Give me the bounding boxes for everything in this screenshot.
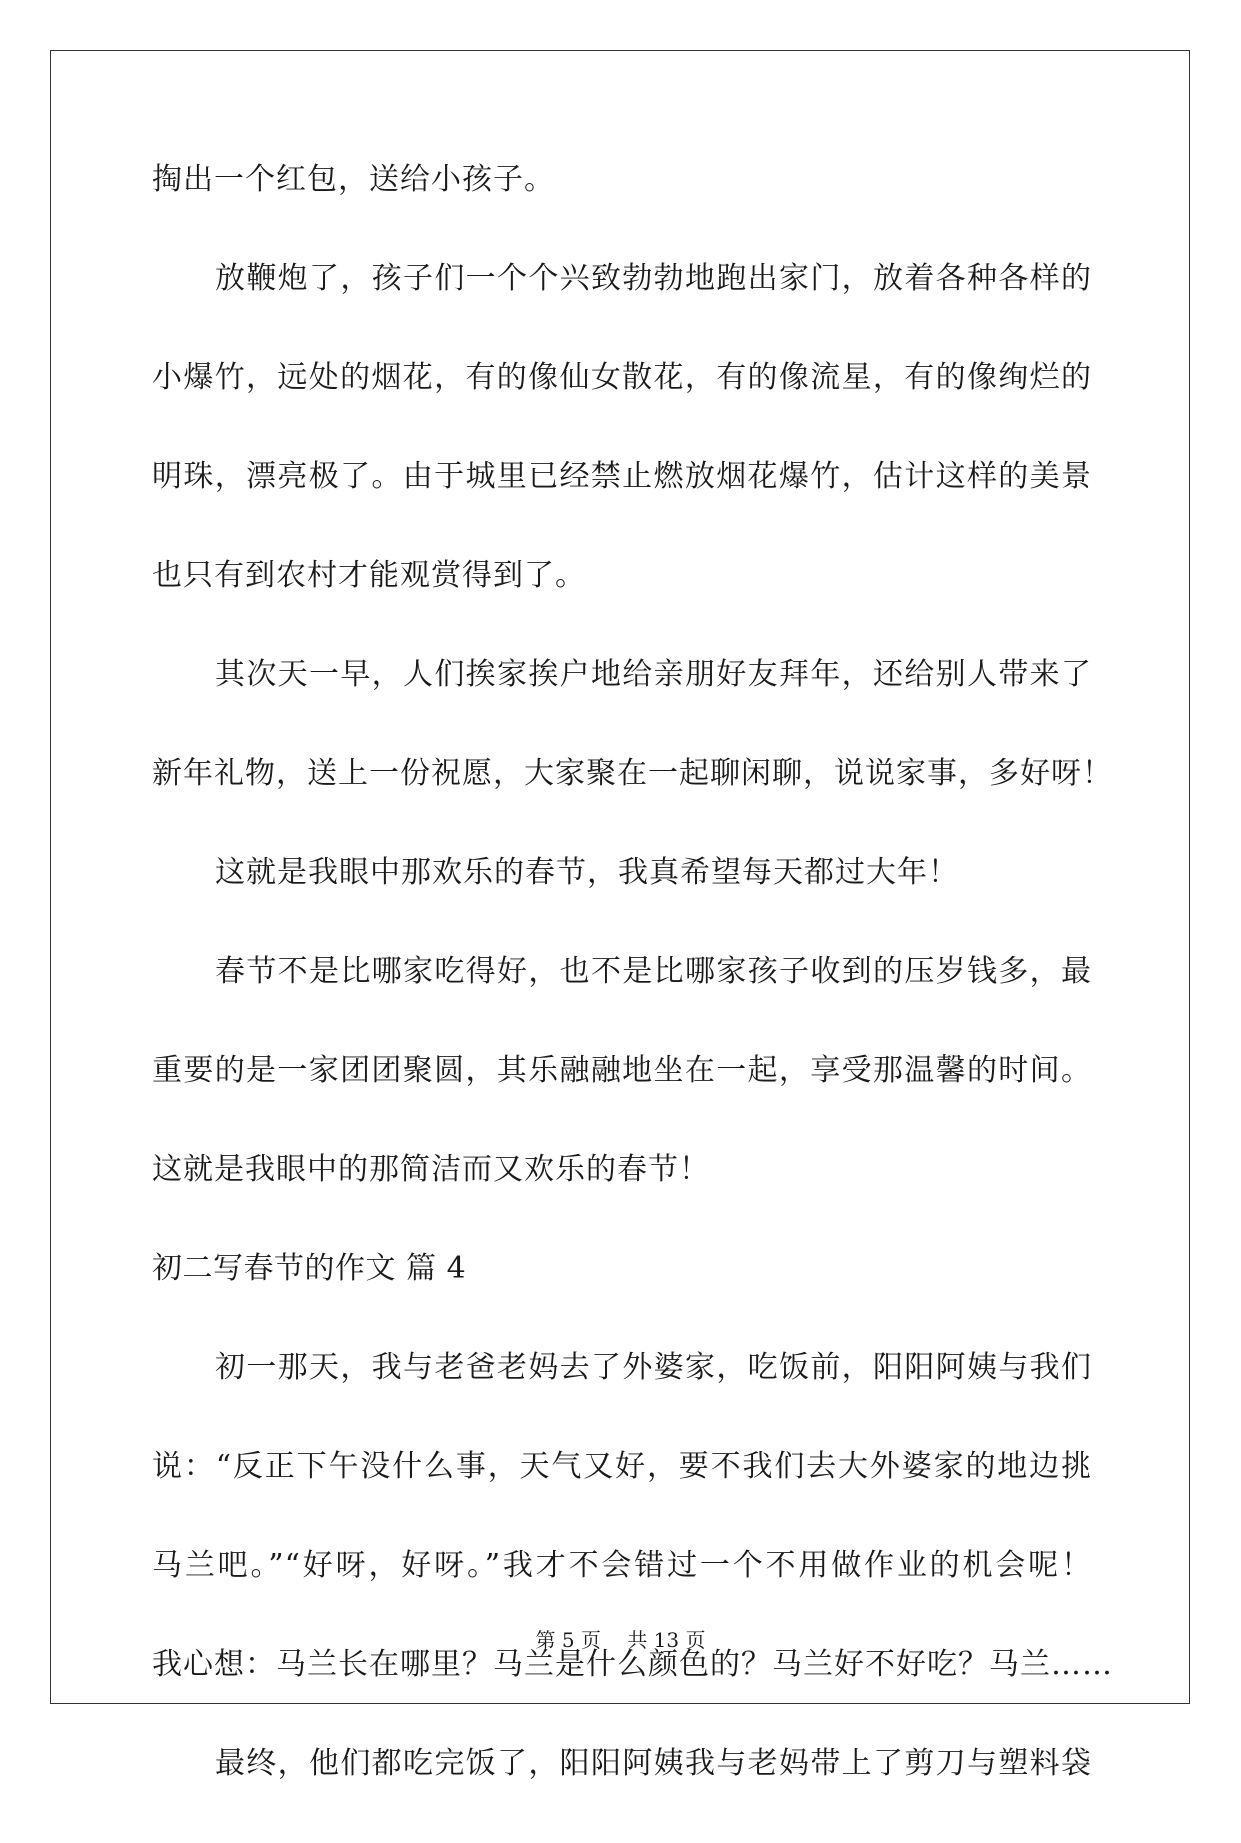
paragraph-line: 其次天一早，人们挨家挨户地给亲朋好友拜年，还给别人带来了 (215, 657, 1092, 692)
paragraph-line: 马兰吧。”“好呀，好呀。”我才不会错过一个不用做作业的机会呢！ (152, 1548, 1092, 1583)
document-body (152, 160, 1113, 1843)
paragraph-line: 放鞭炮了，孩子们一个个兴致勃勃地跑出家门，放着各种各样的 (215, 261, 1092, 296)
paragraph-line: 重要的是一家团团聚圆，其乐融融地坐在一起，享受那温馨的时间。 (152, 1053, 1092, 1088)
section-heading: 初二写春节的作文 篇 4 (152, 1251, 467, 1286)
paragraph-line: 我心想：马兰长在哪里？马兰是什么颜色的？马兰好不好吃？马兰…… (152, 1647, 1113, 1682)
paragraph-line: 说：“反正下午没什么事，天气又好，要不我们去大外婆家的地边挑 (152, 1449, 1092, 1484)
paragraph-line: 小爆竹，远处的烟花，有的像仙女散花，有的像流星，有的像绚烂的 (152, 360, 1092, 395)
paragraph-line: 明珠，漂亮极了。由于城里已经禁止燃放烟花爆竹，估计这样的美景 (152, 459, 1092, 494)
paragraph-line: 新年礼物，送上一份祝愿，大家聚在一起聊闲聊，说说家事，多好呀！ (152, 756, 1113, 791)
paragraph-line: 春节不是比哪家吃得好，也不是比哪家孩子收到的压岁钱多，最 (215, 954, 1092, 989)
paragraph-line: 最终，他们都吃完饭了，阳阳阿姨我与老妈带上了剪刀与塑料袋 (215, 1746, 1092, 1781)
total-pages: 共 13 页 (627, 1628, 706, 1652)
paragraph-line: 这就是我眼中那欢乐的春节，我真希望每天都过大年！ (215, 855, 959, 890)
page-number: 第 5 页 (535, 1628, 601, 1652)
page-footer (0, 1628, 1241, 1652)
paragraph-line: 初一那天，我与老爸老妈去了外婆家，吃饭前，阳阳阿姨与我们 (215, 1350, 1092, 1385)
paragraph-line: 这就是我眼中的那简洁而又欢乐的春节！ (152, 1152, 710, 1187)
paragraph-line: 掏出一个红包，送给小孩子。 (152, 162, 555, 197)
paragraph-line: 也只有到农村才能观赏得到了。 (152, 558, 586, 593)
